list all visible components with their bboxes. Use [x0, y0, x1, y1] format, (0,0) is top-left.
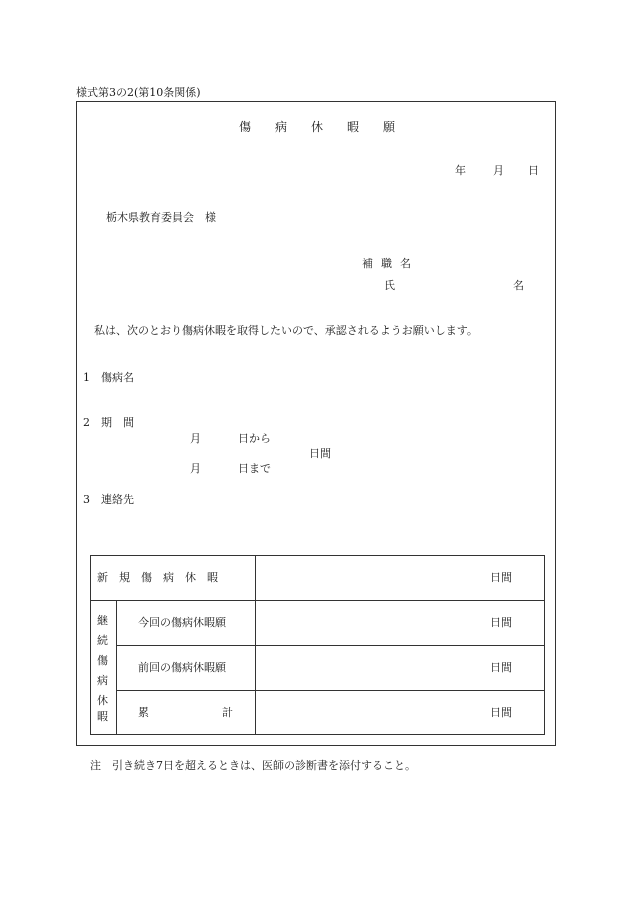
continuing-char: 暇 [97, 710, 108, 723]
title-char: 願 [383, 120, 396, 134]
title-char: 暇 [347, 120, 360, 134]
previous-request-days: 日間 [490, 661, 512, 674]
period-days: 日間 [309, 447, 331, 460]
period-from-month: 月 [190, 432, 201, 445]
previous-request-label: 前回の傷病休暇願 [138, 661, 226, 674]
continuing-char: 継 [97, 614, 108, 627]
footnote: 注 引き続き7日を超えるときは、医師の診断書を添付すること。 [90, 759, 416, 772]
table-divider [90, 600, 545, 601]
total-label-left: 累 [138, 706, 149, 719]
item3-label: 連絡先 [101, 493, 134, 506]
name-label-left: 氏 [384, 279, 395, 292]
job-title-label: 補職名 [362, 257, 419, 270]
current-request-days: 日間 [490, 616, 512, 629]
new-leave-days: 日間 [490, 571, 512, 584]
item2-number: 2 [83, 416, 90, 429]
date-month: 月 [493, 164, 504, 177]
request-statement: 私は、次のとおり傷病休暇を取得したいので、承認されるようお願いします。 [94, 324, 478, 337]
table-divider [116, 600, 117, 735]
date-day: 日 [528, 164, 539, 177]
total-label-right: 計 [222, 706, 233, 719]
item1-number: 1 [83, 371, 90, 384]
continuing-char: 病 [97, 674, 108, 687]
new-leave-label: 新 規 傷 病 休 暇 [97, 571, 218, 584]
title-char: 病 [275, 120, 288, 134]
continuing-char: 傷 [97, 654, 108, 667]
item3-number: 3 [83, 493, 90, 506]
total-days: 日間 [490, 706, 512, 719]
continuing-char: 休 [97, 694, 108, 707]
item1-label: 傷病名 [101, 371, 134, 384]
current-request-label: 今回の傷病休暇願 [138, 616, 226, 629]
title-char: 傷 [239, 120, 252, 134]
date-year: 年 [455, 164, 466, 177]
name-label-right: 名 [513, 279, 524, 292]
addressee: 栃木県教育委員会 様 [106, 211, 216, 224]
period-from-day: 日から [238, 432, 271, 445]
item2-label: 期 間 [101, 416, 134, 429]
period-to-day: 日まで [238, 462, 271, 475]
continuing-char: 続 [97, 634, 108, 647]
form-number: 様式第3の2(第10条関係) [76, 86, 201, 99]
table-divider [116, 645, 545, 646]
period-to-month: 月 [190, 462, 201, 475]
table-divider [116, 690, 545, 691]
title-char: 休 [311, 120, 324, 134]
